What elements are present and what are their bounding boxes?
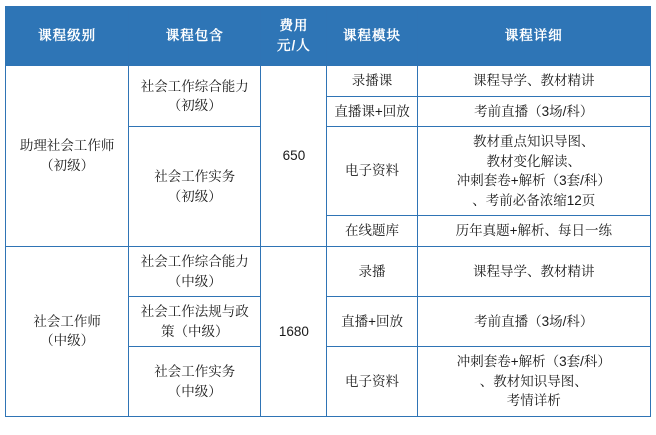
header-course-include: 课程包含 — [129, 7, 261, 66]
detail-junior-3-line1: 教材重点知识导图、 — [473, 134, 595, 150]
include-cell-intermediate-2 — [129, 297, 261, 347]
include-cell-intermediate-1 — [129, 246, 261, 296]
module-cell-intermediate-3: 电子资料 — [327, 347, 417, 417]
include-cell-intermediate-3 — [129, 347, 261, 417]
detail-intermediate-3-line3: 考情详析 — [506, 393, 561, 409]
level-junior-line2: （初级） — [40, 157, 95, 173]
include-junior-2-line1: 社会工作实务 — [154, 168, 236, 184]
course-price-table — [5, 6, 651, 417]
price-cell-junior: 650 — [261, 66, 327, 247]
detail-cell-intermediate-2 — [417, 297, 650, 347]
table-body — [6, 66, 651, 417]
include-intermediate-1-line2: （中级） — [167, 273, 222, 289]
level-cell-junior — [6, 66, 129, 247]
level-intermediate-line1: 社会工作师 — [33, 313, 101, 329]
price-cell-intermediate: 1680 — [261, 246, 327, 416]
module-cell-junior-4: 在线题库 — [327, 216, 417, 247]
detail-junior-2-line1: 考前直播（3场/科） — [474, 103, 594, 119]
detail-junior-3-line3: 冲刺套卷+解析（3套/科） — [456, 173, 611, 189]
header-row — [6, 7, 651, 66]
include-junior-2-line2: （初级） — [167, 188, 222, 204]
level-intermediate-line2: （中级） — [40, 333, 95, 349]
detail-junior-4-line1: 历年真题+解析、每日一练 — [455, 223, 612, 239]
include-intermediate-2-line2: 策（中级） — [161, 323, 229, 339]
detail-cell-junior-1 — [417, 66, 650, 97]
module-cell-junior-3: 电子资料 — [327, 127, 417, 216]
module-cell-intermediate-2: 直播+回放 — [327, 297, 417, 347]
detail-cell-intermediate-3 — [417, 347, 650, 417]
detail-intermediate-3-line2: 、教材知识导图、 — [479, 373, 588, 389]
include-junior-1-line2: （初级） — [167, 98, 222, 114]
include-junior-1-line1: 社会工作综合能力 — [140, 78, 249, 94]
module-cell-junior-1: 录播课 — [327, 66, 417, 97]
detail-intermediate-2-line1: 考前直播（3场/科） — [474, 313, 594, 329]
header-price — [261, 7, 327, 66]
detail-junior-1-line1: 课程导学、教材精讲 — [473, 73, 595, 88]
include-cell-junior-2 — [129, 127, 261, 247]
include-cell-junior-1 — [129, 66, 261, 127]
detail-cell-junior-2 — [417, 96, 650, 127]
detail-cell-junior-3 — [417, 127, 650, 216]
include-intermediate-1-line1: 社会工作综合能力 — [140, 253, 249, 269]
header-course-module: 课程模块 — [327, 7, 417, 66]
table-header — [6, 7, 651, 66]
detail-cell-intermediate-1 — [417, 246, 650, 296]
detail-junior-3-line4: 、考前必备浓缩12页 — [472, 192, 596, 208]
detail-junior-3-line2: 教材变化解读、 — [486, 153, 582, 169]
detail-cell-junior-4 — [417, 216, 650, 247]
module-cell-intermediate-1: 录播 — [327, 246, 417, 296]
detail-intermediate-3-line1: 冲刺套卷+解析（3套/科） — [456, 354, 611, 370]
header-price-line1: 费用 — [279, 18, 309, 34]
header-price-line2: 元/人 — [277, 38, 311, 53]
table-row — [6, 66, 651, 97]
include-intermediate-3-line1: 社会工作实务 — [154, 363, 236, 379]
table-row — [6, 246, 651, 296]
level-cell-intermediate — [6, 246, 129, 416]
header-course-level: 课程级别 — [6, 7, 129, 66]
module-cell-junior-2: 直播课+回放 — [327, 96, 417, 127]
include-intermediate-3-line2: （中级） — [167, 383, 222, 399]
level-junior-line1: 助理社会工作师 — [19, 138, 115, 154]
header-course-detail: 课程详细 — [417, 7, 650, 66]
include-intermediate-2-line1: 社会工作法规与政 — [140, 304, 249, 320]
detail-intermediate-1-line1: 课程导学、教材精讲 — [473, 263, 595, 279]
